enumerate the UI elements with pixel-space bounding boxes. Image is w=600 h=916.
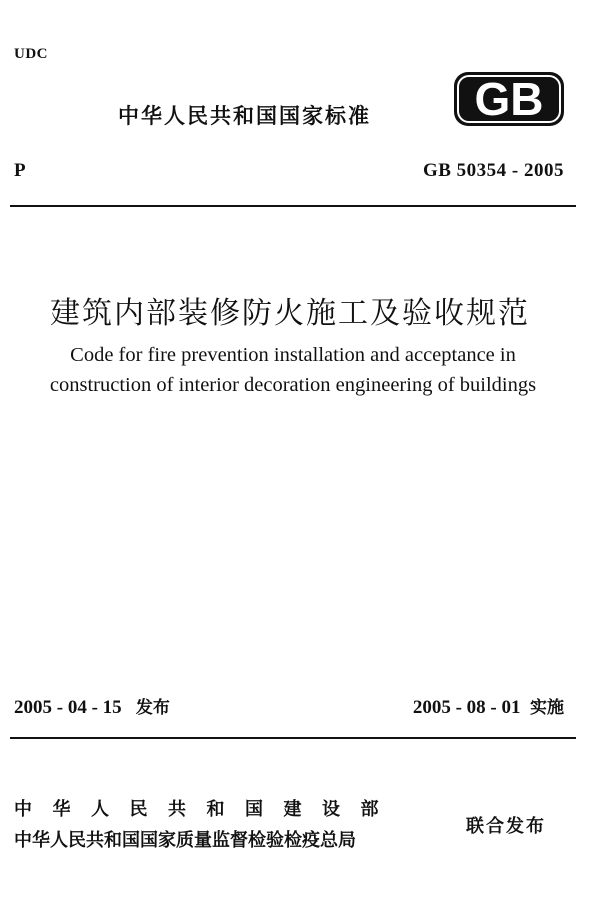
publisher-ministry-of-construction: 中华人民共和国建设部 [14, 799, 399, 820]
gb-logo [452, 70, 566, 128]
title-chinese: 建筑内部装修防火施工及验收规范 [50, 296, 530, 331]
issue-date: 2005 - 04 - 15 [14, 697, 122, 718]
title-english-line1: Code for fire prevention installation and acceptance in [70, 344, 516, 366]
standard-number: GB 50354 - 2005 [422, 160, 564, 181]
national-standard-heading: 中华人民共和国国家标准 [118, 104, 371, 128]
top-divider [10, 205, 576, 207]
implement-label: 实施 [530, 698, 564, 718]
implement-date-block [413, 693, 564, 719]
publisher-aqsiq: 中华人民共和国国家质量监督检验检疫总局 [14, 830, 356, 851]
implement-date: 2005 - 08 - 01 [412, 697, 521, 718]
classification-code: P [14, 160, 26, 181]
title-english-line2: construction of interior decoration engineering of buildings [49, 374, 537, 396]
joint-issue-label: 联合发布 [466, 816, 546, 837]
bottom-divider [10, 737, 576, 739]
udc-label: UDC [14, 46, 48, 62]
issue-date-block [14, 693, 170, 719]
issue-label: 发布 [135, 698, 170, 718]
gb-logo-text: GB [474, 73, 544, 125]
